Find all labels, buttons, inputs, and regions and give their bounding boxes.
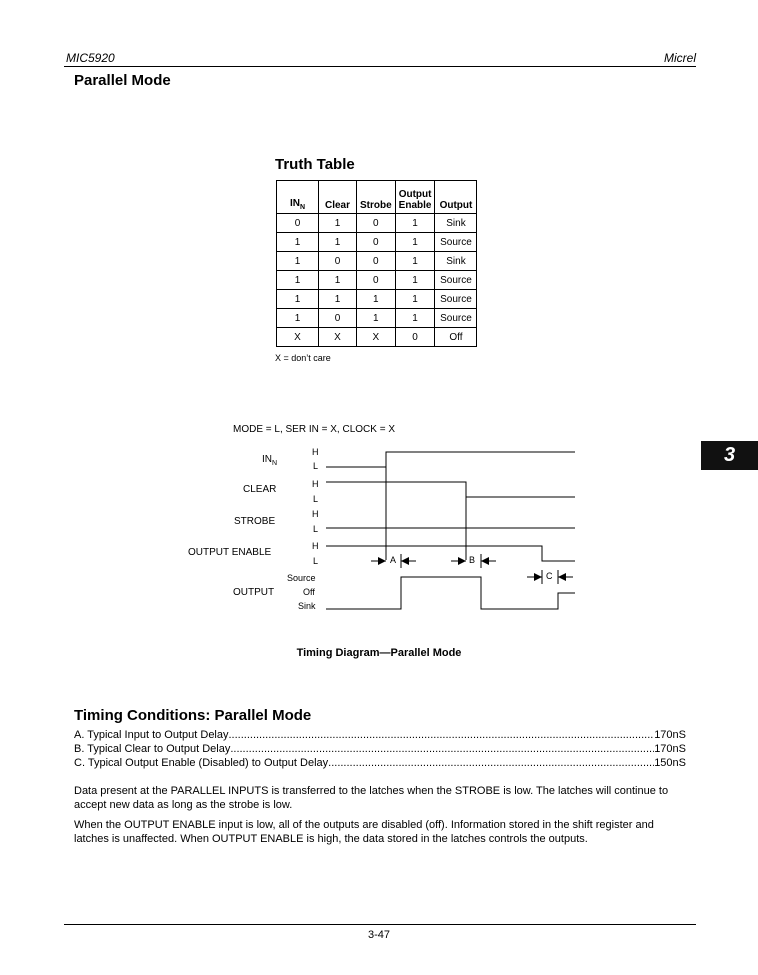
arrow-c-right [558, 573, 566, 581]
signal-clear: CLEAR [243, 484, 277, 495]
truth-table-cell: 1 [277, 252, 319, 271]
truth-table-cell: 1 [357, 309, 396, 328]
truth-table-cell: 0 [357, 214, 396, 233]
truth-table-title: Truth Table [275, 156, 355, 173]
arrow-a-left [378, 557, 386, 565]
clear-waveform [326, 482, 575, 497]
truth-table-cell: 1 [319, 271, 357, 290]
truth-table-cell: 1 [395, 214, 435, 233]
truth-table-cell: 0 [357, 252, 396, 271]
inn-waveform [326, 452, 575, 467]
truth-table-cell: 1 [395, 271, 435, 290]
truth-table-cell: 1 [277, 271, 319, 290]
oe-level-high: H [312, 541, 319, 551]
clear-level-low: L [313, 494, 319, 504]
marker-c: C [546, 571, 553, 581]
truth-table-cell: Source [435, 309, 477, 328]
truth-table-cell: Source [435, 233, 477, 252]
arrow-b-right [481, 557, 489, 565]
timing-mode-line: MODE = L, SER IN = X, CLOCK = X [233, 424, 395, 435]
col-header-inn: $IN_N$ [277, 181, 319, 214]
oe-level-low: L [313, 556, 319, 566]
truth-table-cell: X [319, 328, 357, 347]
col-header-clear: Clear [319, 181, 357, 214]
output-enable-waveform [326, 546, 575, 561]
truth-table-cell: Sink [435, 252, 477, 271]
truth-table-cell: 1 [395, 309, 435, 328]
signal-inn: $IN_N$ [262, 454, 278, 467]
header-company: Micrel [664, 51, 696, 65]
signal-output-enable: OUTPUT ENABLE [188, 547, 272, 558]
strobe-level-high: H [312, 509, 319, 519]
truth-table-cell: Sink [435, 214, 477, 233]
truth-table-cell: 1 [277, 233, 319, 252]
arrow-c-left [534, 573, 542, 581]
truth-table-cell: 1 [277, 290, 319, 309]
output-level-source: Source [287, 573, 316, 583]
truth-table-cell: X [357, 328, 396, 347]
truth-table-cell: Source [435, 290, 477, 309]
timing-diagram-caption: Timing Diagram—Parallel Mode [296, 647, 462, 659]
signal-output: OUTPUT [233, 587, 275, 598]
truth-table-cell: 1 [319, 290, 357, 309]
truth-table-cell: 1 [277, 309, 319, 328]
truth-table-cell: 0 [395, 328, 435, 347]
section-title: Parallel Mode [74, 72, 171, 89]
truth-table-cell: X [277, 328, 319, 347]
truth-table-cell: 1 [395, 233, 435, 252]
arrow-b-left [458, 557, 466, 565]
timing-conditions-title: Timing Conditions: Parallel Mode [74, 707, 312, 724]
clear-level-high: H [312, 479, 319, 489]
truth-table-cell: 1 [319, 214, 357, 233]
truth-table-cell: 1 [395, 290, 435, 309]
paragraph-strobe: Data present at the PARALLEL INPUTS is transferred to the latches when the STROBE is low. The latches will continue to accept new data as long as the strobe is low. [74, 785, 669, 811]
truth-table-note: X = don’t care [275, 353, 331, 363]
truth-table-cell: 0 [357, 271, 396, 290]
strobe-level-low: L [313, 524, 319, 534]
truth-table-cell: Off [435, 328, 477, 347]
col-header-output-enable: Output Enable [395, 181, 435, 214]
truth-table-cell: Source [435, 271, 477, 290]
paragraph-output-enable: When the OUTPUT ENABLE input is low, all of the outputs are disabled (off). Information stored in the shift register and latches is unaffected. When OUTPUT ENABLE is high, the data stored in the latches controls the outputs. [74, 819, 654, 845]
truth-table-cell: 1 [395, 252, 435, 271]
truth-table-cell: 0 [277, 214, 319, 233]
output-level-sink: Sink [298, 601, 316, 611]
truth-table-cell: 1 [319, 233, 357, 252]
timing-condition-c: C. Typical Output Enable (Disabled) to Output Delay ..... 150nS [74, 757, 686, 769]
output-level-off: Off [303, 587, 315, 597]
inn-level-low: L [313, 461, 319, 471]
inn-level-high: H [312, 447, 319, 457]
marker-a: A [390, 555, 397, 565]
output-waveform [326, 577, 575, 609]
arrow-a-right [401, 557, 409, 565]
truth-table-cell: 0 [319, 252, 357, 271]
signal-strobe: STROBE [234, 516, 276, 527]
col-header-strobe: Strobe [357, 181, 396, 214]
header-part-number: MIC5920 [66, 51, 115, 65]
footer-rule [64, 924, 696, 925]
timing-condition-a: A. Typical Input to Output Delay ..... 170nS [74, 729, 686, 741]
marker-b: B [469, 555, 476, 565]
truth-table-cell: 0 [319, 309, 357, 328]
chapter-tab: 3 [701, 441, 758, 470]
truth-table-cell: 1 [357, 290, 396, 309]
page-number: 3-47 [367, 929, 391, 941]
truth-table-cell: 0 [357, 233, 396, 252]
col-header-output: Output [435, 181, 477, 214]
timing-condition-b: B. Typical Clear to Output Delay ..... 170nS [74, 743, 686, 755]
